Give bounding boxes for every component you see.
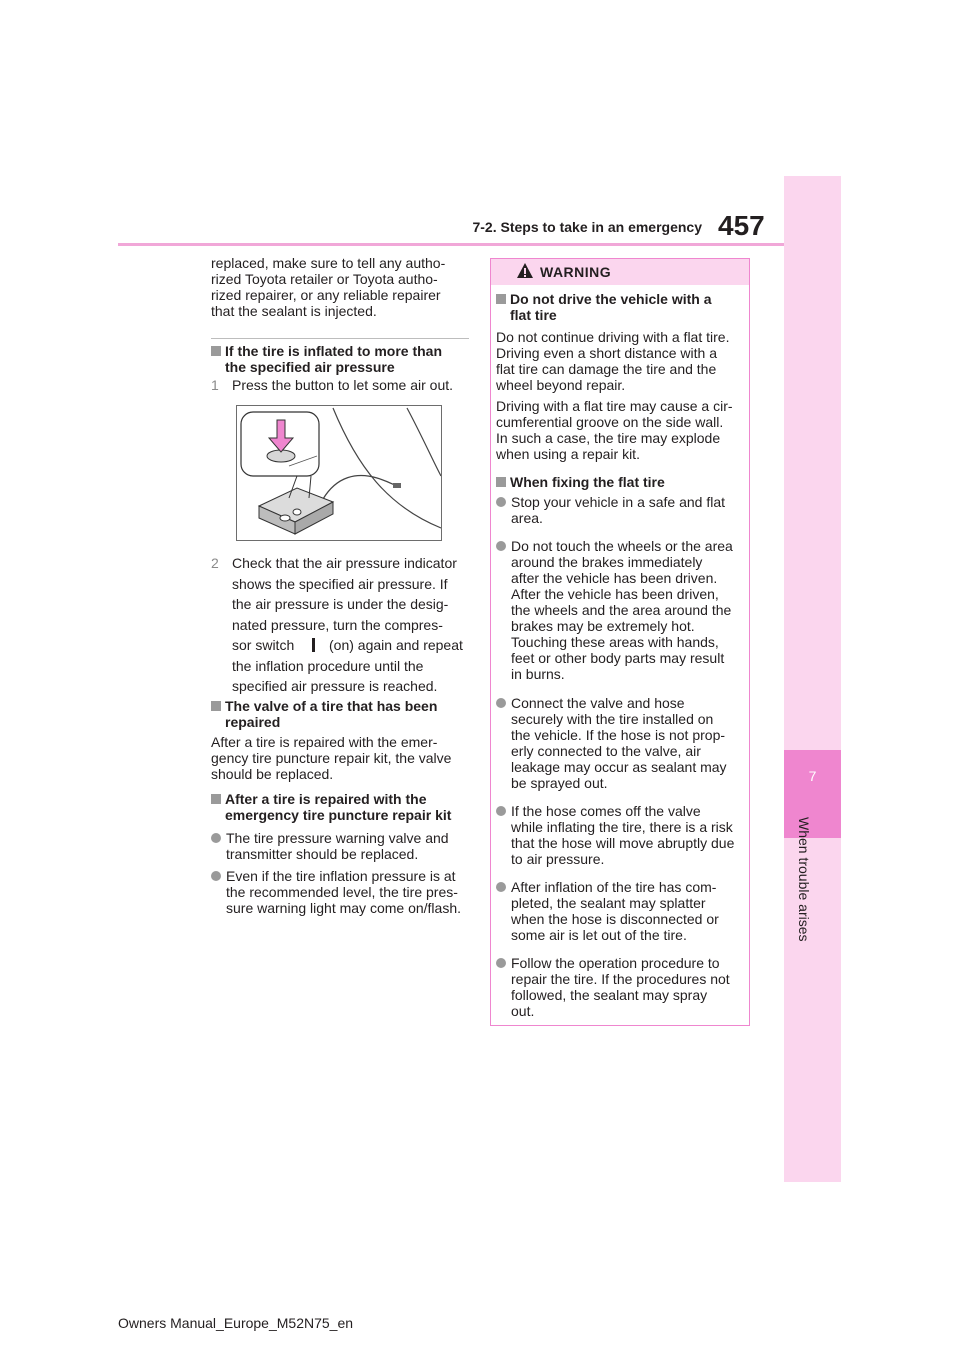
step-number: 1 (211, 377, 219, 393)
round-bullet-icon (496, 958, 506, 968)
compressor-illustration (236, 405, 442, 541)
list-item: Do not touch the wheels or the area around the brakes immediately after the vehicle has been driven. After the vehicle has been driven, the wheels and the area around the brakes may be extremely hot. Touching these areas with hands, feet or other body parts may result in burns. (496, 538, 744, 682)
step-1 (211, 377, 469, 393)
heading-overinflated: If the tire is inflated to more than the specified air pressure (211, 343, 469, 375)
round-bullet-icon (211, 833, 221, 843)
page-number: 457 (718, 210, 765, 241)
warning-heading-fixing: When fixing the flat tire (496, 474, 744, 490)
intro-line: rized Toyota retailer or Toyota autho- (211, 271, 438, 287)
chapter-label: When trouble arises (796, 817, 812, 942)
intro-line: replaced, make sure to tell any autho- (211, 255, 446, 271)
round-bullet-icon (496, 541, 506, 551)
intro-line: that the sealant is injected. (211, 303, 377, 319)
side-tab-chapter-block (784, 750, 841, 838)
round-bullet-icon (496, 882, 506, 892)
warning-paragraph: Driving with a flat tire may cause a cir- cumferential groove on the side wall. In such a case, the tire may explode when using a repair kit. (496, 398, 733, 462)
warning-paragraph: Do not continue driving with a flat tire. Driving even a short distance with a flat tire can damage the tire and the wheel beyond repair. (496, 329, 730, 393)
square-bullet-icon (211, 346, 221, 356)
compressor-on-symbol-icon (312, 638, 315, 652)
heading-after-repair: After a tire is repaired with the emergency tire puncture repair kit (211, 791, 469, 823)
step-text: Press the button to let some air out. (232, 377, 454, 393)
square-bullet-icon (496, 294, 506, 304)
intro-paragraph (211, 255, 469, 319)
list-item: Even if the tire inflation pressure is at the recommended level, the tire pres- sure warning light may come on/flash. (211, 868, 469, 916)
intro-line: rized repairer, or any reliable repairer (211, 287, 441, 303)
step-text: Check that the air pressure indicator shows the specified air pressure. If the air pressure is under the desig- nated pressure, turn the compres- sor switch (on) again and repeat the inflation procedure until the specified air pressure is reached. (232, 555, 463, 694)
header-rule (118, 243, 784, 246)
square-bullet-icon (211, 794, 221, 804)
compressor-drawing (237, 406, 441, 540)
warning-triangle-icon (516, 262, 534, 280)
warning-heading-flat-tire: Do not drive the vehicle with a flat tire (496, 291, 744, 323)
list-item: The tire pressure warning valve and transmitter should be replaced. (211, 830, 469, 862)
list-item: If the hose comes off the valve while inflating the tire, there is a risk that the hose will move abruptly due to air pressure. (496, 803, 744, 867)
chapter-number: 7 (808, 768, 817, 784)
round-bullet-icon (496, 806, 506, 816)
side-tab-band (784, 176, 841, 1182)
step-number: 2 (211, 555, 219, 571)
square-bullet-icon (211, 701, 221, 711)
square-bullet-icon (496, 477, 506, 487)
list-item: After inflation of the tire has com- pleted, the sealant may splatter when the hose is disconnected or some air is let out of the tire. (496, 879, 744, 943)
heading-valve-repaired: The valve of a tire that has been repaired (211, 698, 469, 730)
round-bullet-icon (496, 698, 506, 708)
list-item: Stop your vehicle in a safe and flat area. (496, 494, 744, 526)
round-bullet-icon (211, 871, 221, 881)
step-2 (211, 553, 469, 697)
list-item: Connect the valve and hose securely with the tire installed on the vehicle. If the hose is not prop- erly connected to the valve, air leakage may occur as sealant may be sprayed out. (496, 695, 744, 791)
round-bullet-icon (496, 497, 506, 507)
footer-text: Owners Manual_Europe_M52N75_en (118, 1315, 354, 1331)
list-item: Follow the operation procedure to repair the tire. If the procedures not followed, the sealant may spray out. (496, 955, 744, 1019)
warning-title: WARNING (540, 264, 612, 280)
valve-paragraph: After a tire is repaired with the emer- gency tire puncture repair kit, the valve should be replaced. (211, 734, 452, 782)
section-title: 7-2. Steps to take in an emergency (472, 219, 702, 235)
section-divider (211, 338, 469, 339)
